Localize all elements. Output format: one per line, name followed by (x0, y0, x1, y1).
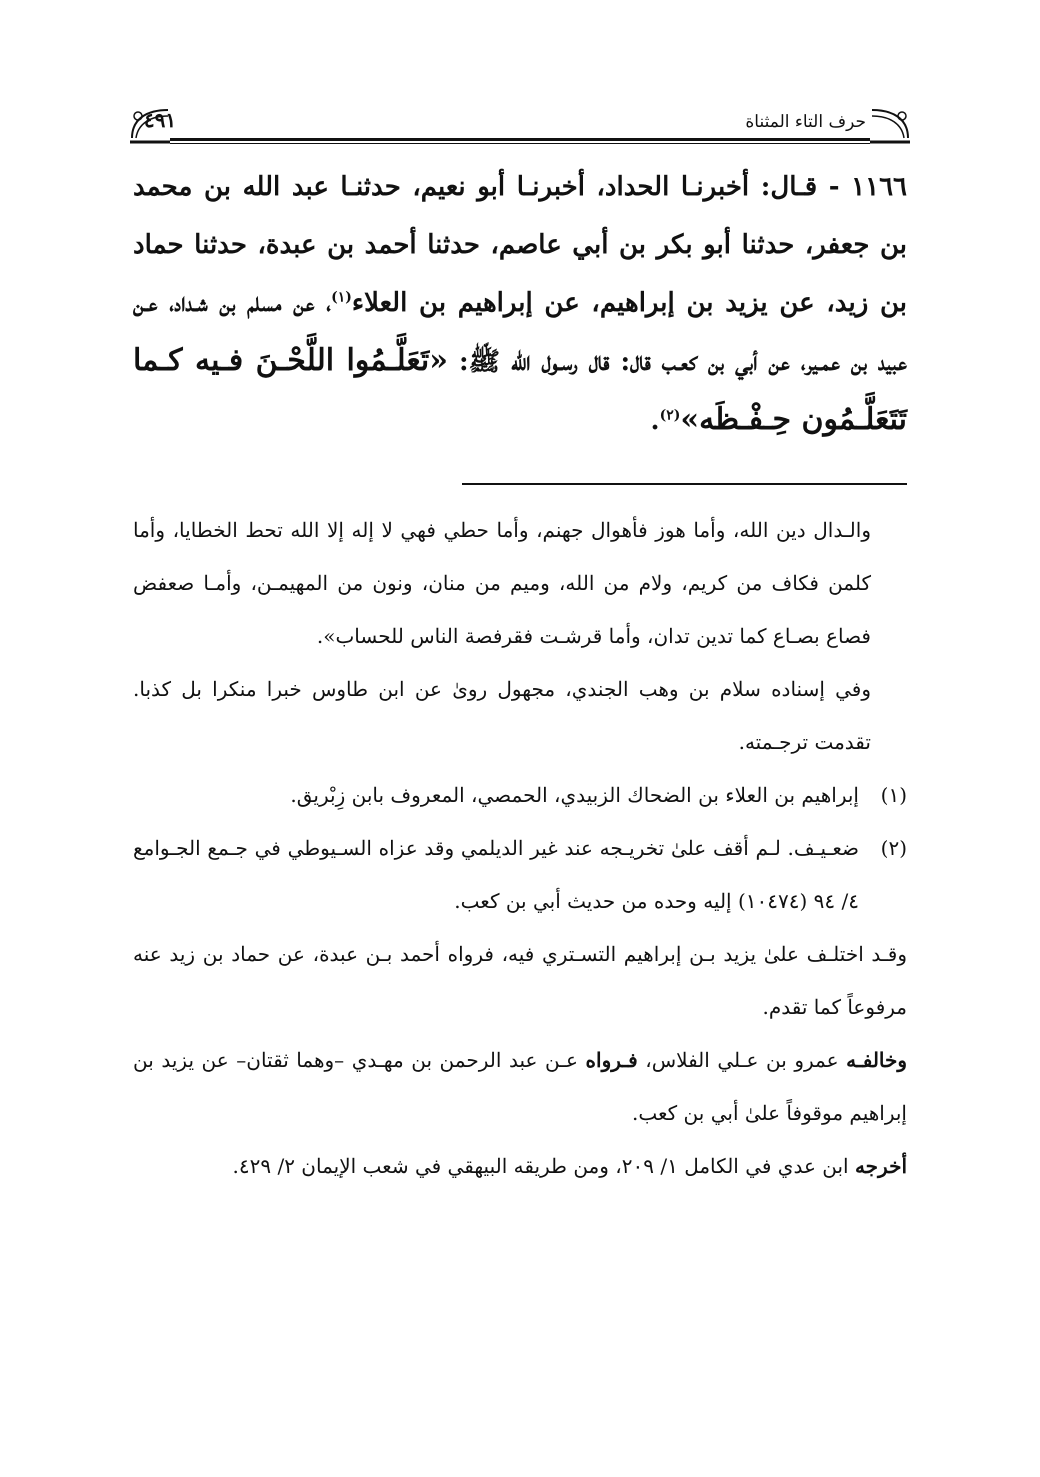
paragraph-end: . (650, 406, 660, 436)
khalafahu-rest: عـن عبد الرحمن بن مهـدي –وهما ثقتان– عن يزيد بن إبراهيم موقوفاً علىٰ أبي بن كعب. (133, 1048, 907, 1125)
ornament-right-icon (868, 104, 912, 144)
khalafahu-rawah: فـرواه (585, 1048, 638, 1072)
khalafahu-narrator: عمرو بن عـلي الفلاس، (645, 1048, 839, 1072)
main-text (133, 158, 907, 450)
footnote-1-text: إبراهيم بن العلاء بن الضحاك الزبيدي، الحمصي، المعروف بابن زِبْريق. (290, 783, 859, 807)
footnotes (133, 504, 907, 1193)
footnote-ref-1[interactable]: (١) (331, 289, 352, 306)
khalafahu-paragraph (133, 1034, 907, 1140)
footnote-2-text: ضعـيـف. لـم أقف علىٰ تخريـجه عند غير الديلمي وقد عزاه السـيوطي في جـمع الجـوامع ٤/ ٩٤ (١٠٤٧٤) إليه وحده من حديث أبي بن كعب. (133, 836, 859, 913)
akhrajahu-paragraph (133, 1140, 907, 1193)
footnote-1-marker: (١) (880, 783, 907, 807)
akhrajahu-lead: أخرجه (854, 1154, 907, 1178)
akhrajahu-text: ابن عدي في الكامل ١/ ٢٠٩، ومن طريقه البيهقي في شعب الإيمان ٢/ ٤٢٩. (232, 1154, 849, 1178)
running-header (130, 98, 910, 144)
hadith-text: «تَعَلَّـمُوا اللَّحْـنَ فـيه كـما تَتَعَلَّـمُون حِـفْـظَه» (133, 343, 907, 437)
footnote-2-marker: (٢) (880, 836, 907, 860)
header-rule (170, 138, 870, 141)
khalafahu-lead: وخالفـه (846, 1048, 908, 1072)
ikhtilaf-paragraph: وقـد اختلـف علىٰ يزيد بـن إبراهيم التسـتري فيه، فرواه أحمد بـن عبدة، عن حماد بن زيد عنه مرفوعاً كما تقدم. (133, 942, 907, 1019)
footnote-ref-2[interactable]: (٢) (659, 407, 681, 424)
isnad-text: ١١٦٦ - قـال: أخبرنـا الحداد، أخبرنـا أبو نعيم، حدثنـا عبد الله بن محمد بن جعفر، حدثنا أبو بكر بن أبي عاصم، حدثنا أحمد بن عبدة، حدثنا حماد بن زيد، عن يزيد بن إبراهيم، عن إبراهيم بن العلاء (133, 172, 907, 318)
running-title: حرف التاء المثناة (745, 112, 866, 132)
footnote-2 (133, 822, 907, 928)
hadith-paragraph (133, 158, 907, 450)
footnote-separator (462, 483, 907, 485)
isnad-continuation: ، عن مسلم بن شـداد، عـن عبيد بن عمـير، عن أبي بن كعـب قال: قال رسـول الله ﷺ: (133, 288, 907, 377)
header-rule-thin (170, 143, 870, 144)
footnote-1 (133, 769, 907, 822)
page-number: ٤٩١ (143, 108, 177, 132)
isnad-note: وفي إسناده سلام بن وهب الجندي، مجهول روىٰ عن ابن طاوس خبرا منكرا بل كذبا. تقدمت ترجـمته. (133, 677, 871, 754)
previous-note-continuation: والـدال دين الله، وأما هوز فأهوال جهنم، وأما حطي فهي لا إله إلا الله تحط الخطايا، وأما كلمن فكاف من كريم، ولام من الله، وميم من منان، ونون من المهيمـن، وأمـا صعفض فصاع بصـاع كما تدين تدان، وأما قرشـت فقرفصة الناس للحساب». (133, 518, 871, 648)
